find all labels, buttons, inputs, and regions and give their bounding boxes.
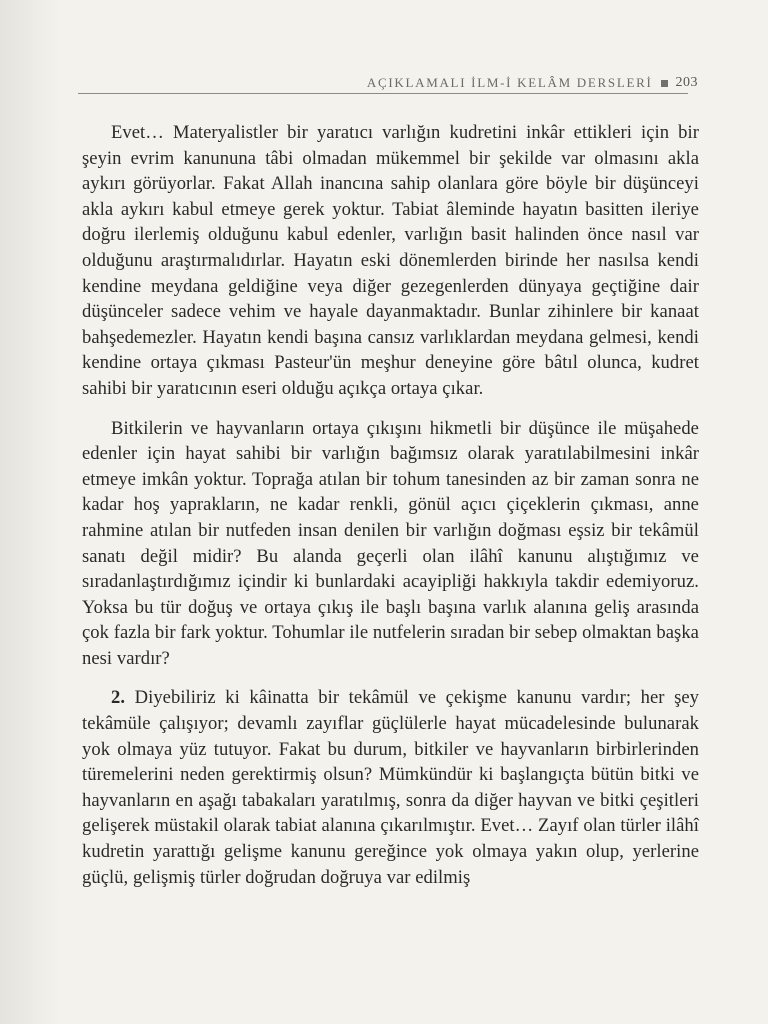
running-title: AÇIKLAMALI İLM-İ KELÂM DERSLERİ — [366, 75, 653, 90]
numbered-paragraph-text: Diyebiliriz ki kâinatta bir tekâmül ve çekişme kanunu vardır; her şey tekâmüle çalışıyor; devamlı zayıflar güçlülerle hayat mücadelesinde bulunarak yok olmaya yüz tutuyor. Fakat bu durum, bitkiler ve hayvanların birbirlerinden türemelerini neden gerektirmiş olsun? Mümkündür ki başlangıçta bütün bitki ve hayvanların en aşağı tabakaları yaratılmış, sonra da diğer hayvan ve bitki çeşitleri gelişerek müstakil olarak tabiat alanına çıkarılmıştır. Evet… Zayıf olan türler ilâhî kudretin yarattığı gelişme kanunu gereğince yok olmaya yakın olup, yerlerine güçlü, gelişmiş türler doğrudan doğruya var edilmiş — [82, 687, 700, 888]
square-bullet-icon — [661, 80, 668, 87]
page-number: 203 — [675, 75, 698, 90]
page-body — [82, 120, 699, 904]
page-gutter-shadow — [0, 0, 60, 1024]
header-rule — [78, 93, 688, 94]
numbered-paragraph — [82, 685, 699, 890]
list-number: 2. — [111, 687, 126, 709]
header-line — [367, 75, 698, 91]
paragraph-2: Bitkilerin ve hayvanların ortaya çıkışını hikmetli bir düşünce ile müşahede edenler için hayat sahibi bir varlığın bağımsız olarak yaratılabilmesini inkâr etmeye imkân yoktur. Toprağa atılan bir tohum tanesinden az bir zaman sonra ne kadar hoş yaprakların, ne kadar renkli, gönül açıcı çiçeklerin çıkması, anne rahmine atılan bir nutfeden insan denilen bir varlığın doğması eşsiz bir tekâmül sanatı değil midir? Bu alanda geçerli olan ilâhî kanunu alıştığımız ve sıradanlaştırdığımız içindir ki bunlardaki acayipliği hakkıyla takdir edemiyoruz. Yoksa bu tür doğuş ve ortaya çıkış ile başlı başına varlık alanına geliş arasında çok fazla bir fark yoktur. Tohumlar ile nutfelerin sıradan bir sebep olmaktan başka nesi vardır? — [82, 417, 699, 669]
page-header — [60, 68, 698, 100]
paragraph-1: Evet… Materyalistler bir yaratıcı varlığın kudretini inkâr ettikleri için bir şeyin evrim kanununa tâbi olmadan mükemmel bir şekilde var olmasını akla aykırı görüyorlar. Fakat Allah inancına sahip olanlara göre böyle bir düşünceyi akla aykırı kabul etmeye gerek yoktur. Tabiat âleminde hayatın basitten ileriye doğru ilerlemiş olduğunu kabul edenler, varlığın basit halinden önce nasıl var olduğunu araştırmalıdırlar. Hayatın eski dönemlerden birinde her nasılsa kendi kendine meydana geldiğine veya diğer gezegenlerden dünyaya geçtiğine dair düşünceler sadece vehim ve hayale dayanmaktadır. Bunlar zihinlere bir kanaat bahşedemezler. Hayatın kendi başına cansız varlıklardan meydana gelmesi, kendi kendine ortaya çıkması Pasteur'ün meşhur deneyine göre bâtıl olunca, kudret sahibi bir yaratıcının eseri olduğu açıkça ortaya çıkar. — [82, 122, 699, 399]
